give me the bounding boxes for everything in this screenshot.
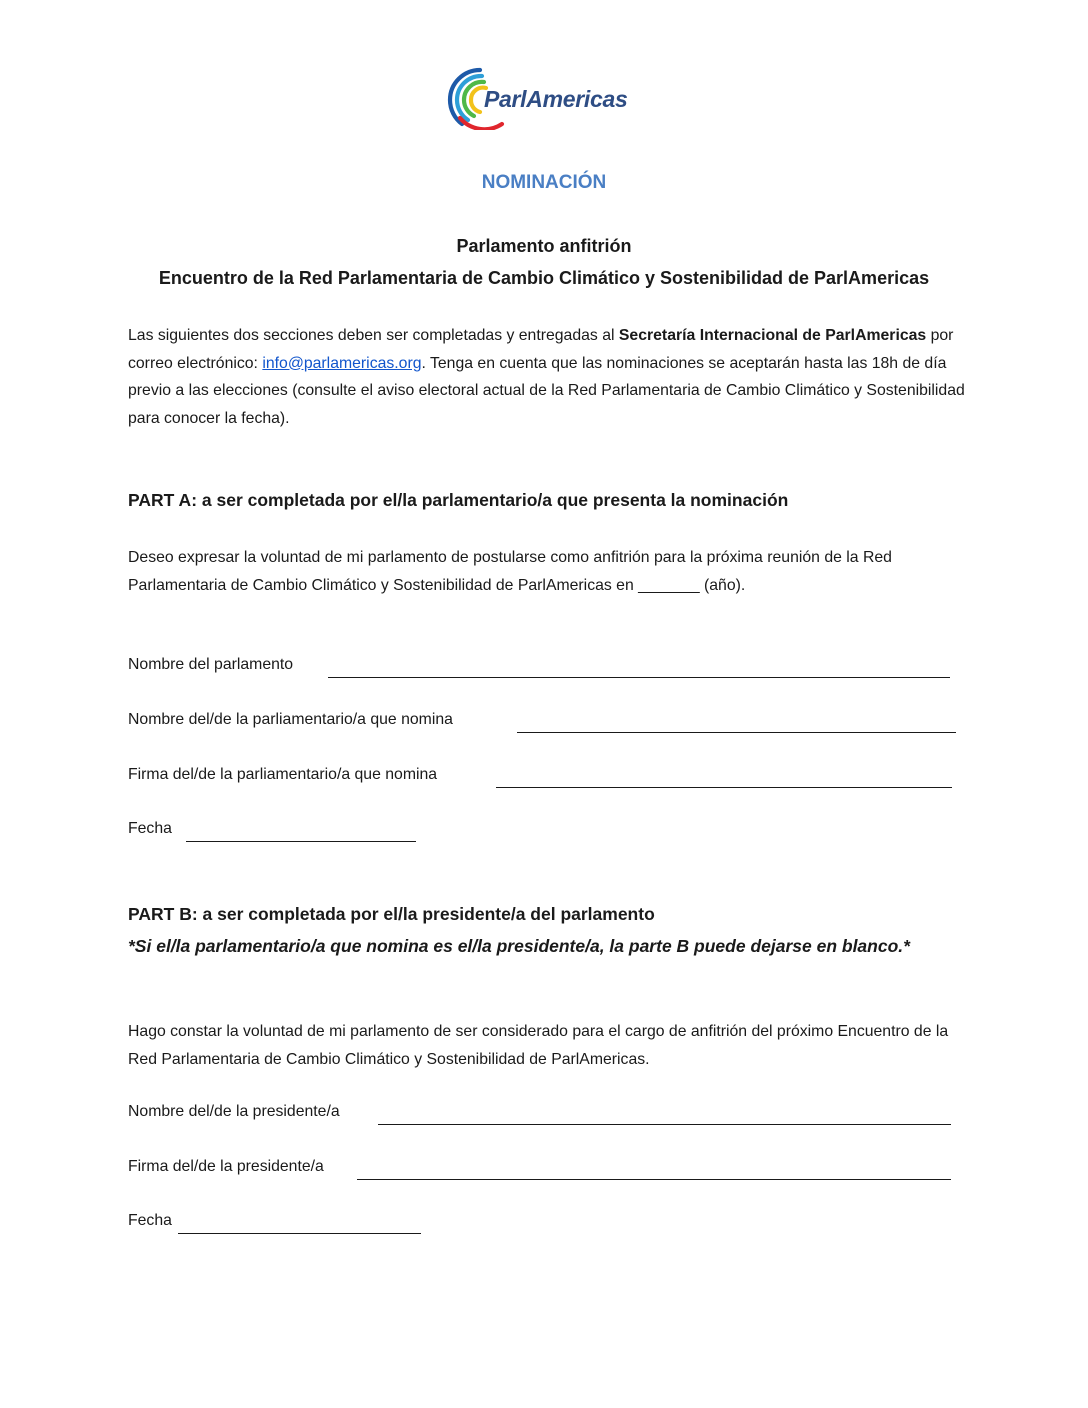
part-a-body: Deseo expresar la voluntad de mi parlamento de postularse como anfitrión para la próxima reunión de la Red Parlamentaria de Cambio Climático y Sostenibilidad de ParlAmericas en _______ (año). [128, 549, 892, 594]
field-label-date-b: Fecha [128, 1212, 172, 1229]
field-label-president-name: Nombre del/de la presidente/a [128, 1103, 340, 1120]
intro-paragraph [128, 322, 968, 432]
part-b-body: Hago constar la voluntad de mi parlamento de ser considerado para el cargo de anfitrión del próximo Encuentro de la Red Parlamentaria de Cambio Climático y Sostenibilidad de ParlAmericas. [128, 1023, 949, 1068]
field-label-nominator-signature: Firma del/de la parliamentario/a que nomina [128, 766, 438, 783]
subtitle-line-2: Encuentro de la Red Parlamentaria de Cambio Climático y Sostenibilidad de ParlAmericas [158, 268, 930, 288]
intro-text-3: . Tenga en cuenta que las nominaciones se aceptarán hasta las 18h de día previo a las elecciones (consulte el aviso electoral actual de la Red Parlamentaria de Cambio Climático y Sostenibilidad para conocer la fecha). [128, 354, 965, 427]
field-label-date-a: Fecha [128, 820, 172, 837]
field-label-nominator-name: Nombre del/de la parliamentario/a que nomina [128, 711, 453, 728]
field-line-parliament-name[interactable] [328, 677, 950, 678]
part-a-heading: PART A: a ser completada por el/la parlamentario/a que presenta la nominación [128, 490, 789, 510]
field-line-nominator-name[interactable] [517, 732, 956, 733]
page-title: NOMINACIÓN [481, 172, 607, 193]
field-line-president-signature[interactable] [357, 1179, 951, 1180]
intro-secretariat: Secretaría Internacional de ParlAmericas [618, 327, 927, 344]
part-b-heading: PART B: a ser completada por el/la presidente/a del parlamento [128, 904, 655, 924]
subtitle-line-1: Parlamento anfitrión [456, 236, 632, 256]
field-line-date-b[interactable] [178, 1233, 421, 1234]
field-line-date-a[interactable] [186, 841, 416, 842]
logo-text: ParlAmericas [484, 86, 628, 112]
email-link[interactable]: info@parlamericas.org [262, 354, 422, 372]
field-line-nominator-signature[interactable] [496, 787, 952, 788]
field-line-president-name[interactable] [378, 1124, 951, 1125]
field-label-president-signature: Firma del/de la presidente/a [128, 1158, 324, 1175]
field-label-parliament-name: Nombre del parlamento [128, 656, 294, 673]
part-b-note: *Si el/la parlamentario/a que nomina es el/la presidente/a, la parte B puede dejarse en blanco.* [128, 936, 910, 956]
intro-text-1: Las siguientes dos secciones deben ser completadas y entregadas al [128, 327, 619, 344]
intro-text-2: por correo electrónico: [128, 327, 954, 372]
